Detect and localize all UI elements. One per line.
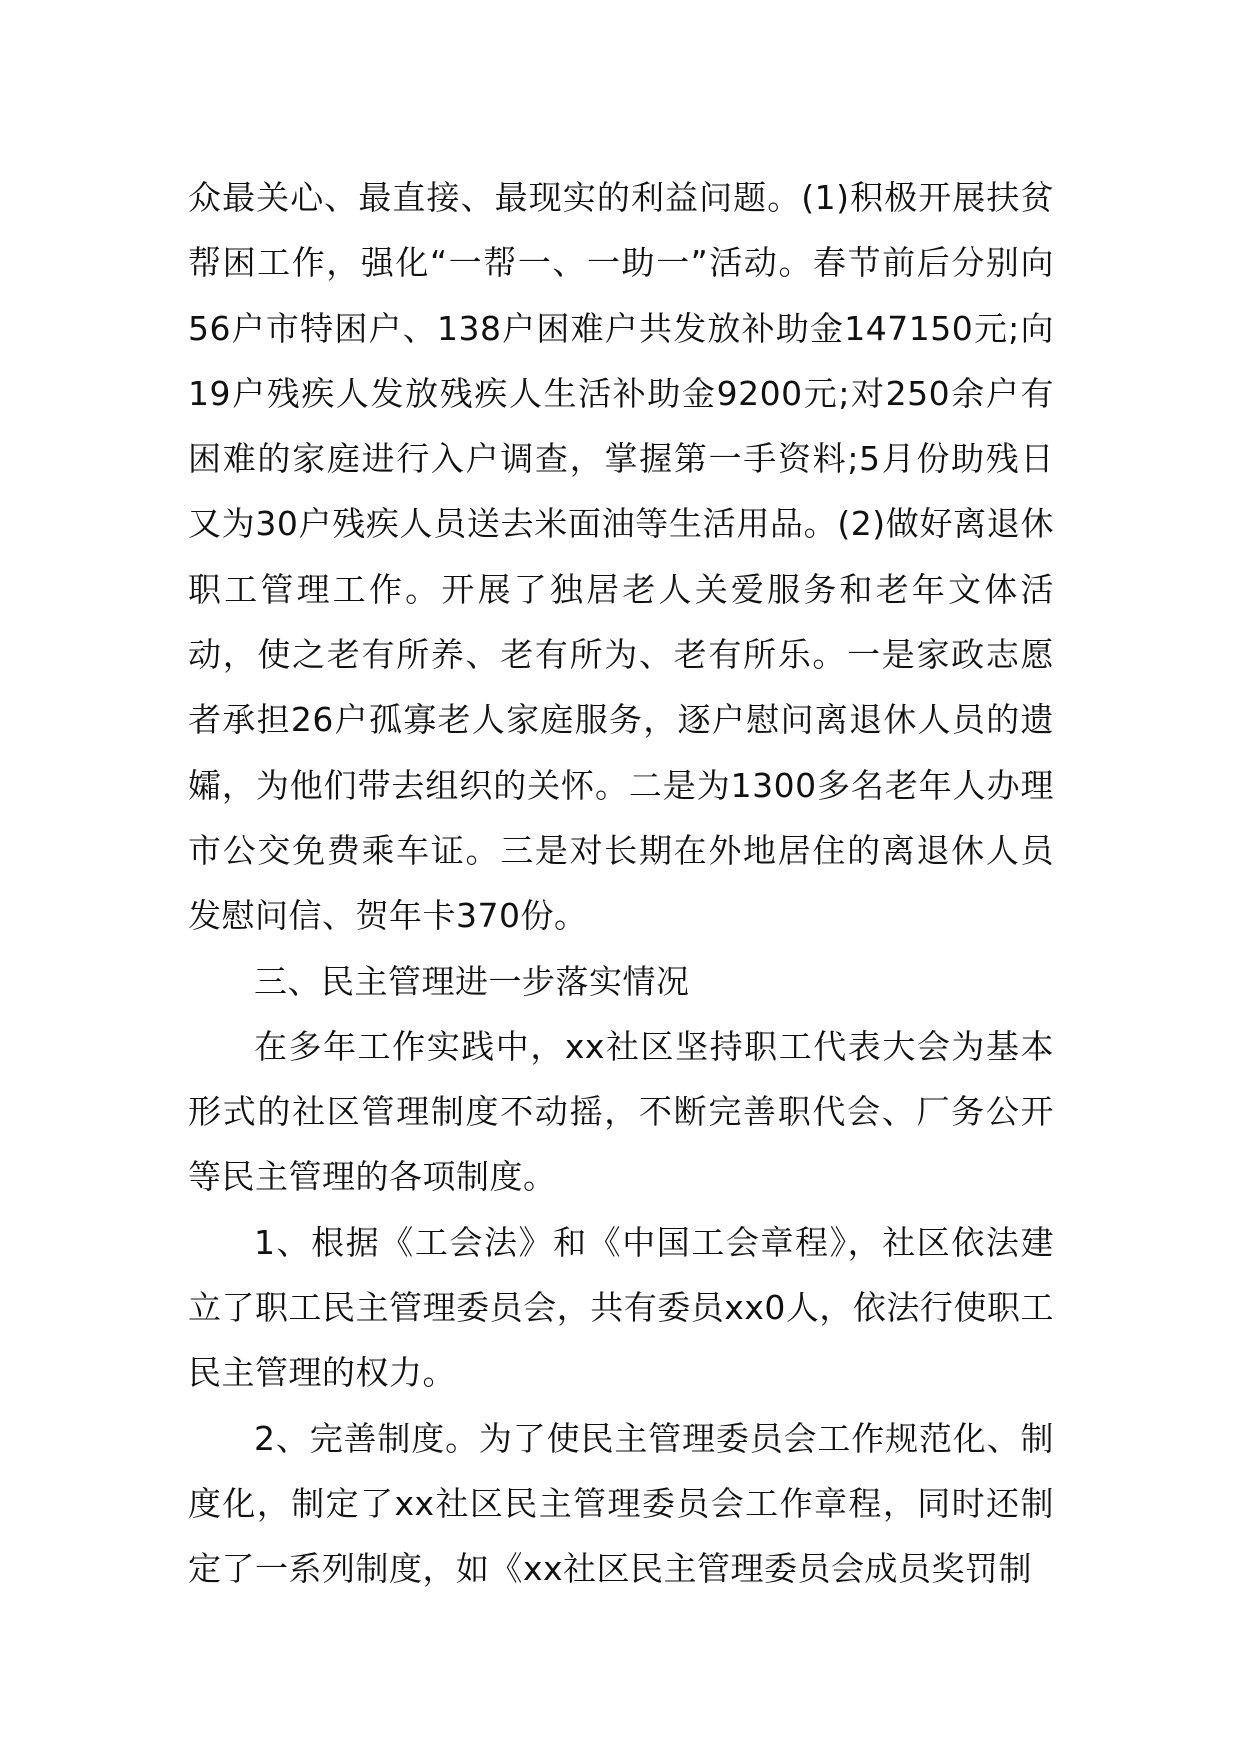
paragraph-item-1-committee-establishment: 1、根据《工会法》和《中国工会章程》，社区依法建立了职工民主管理委员会，共有委员xx0人，依法行使职工民主管理的权力。 xyxy=(188,1222,1054,1393)
paragraph-poverty-relief-and-retiree-care: 众最关心、最直接、最现实的利益问题。(1)积极开展扶贫帮困工作，强化“一帮一、一助一”活动。春节前后分别向56户市特困户、138户困难户共发放补助金147150元;向19户残疾人发放残疾人生活补助金9200元;对250余户有困难的家庭进行入户调查，掌握第一手资料;5月份助残日又为30户残疾人员送去米面油等生活用品。(2)做好离退休职工管理工作。开展了独居老人关爱服务和老年文体活动，使之老有所养、老有所为、老有所乐。一是家政志愿者承担26户孤寡老人家庭服务，逐户慰问离退休人员的遗孀，为他们带去组织的关怀。二是为1300多名老年人办理市公交免费乘车证。三是对长期在外地居住的离退休人员发慰问信、贺年卡370份。 xyxy=(188,178,1054,936)
section-heading-democratic-management: 三、民主管理进一步落实情况 xyxy=(254,961,690,1001)
paragraph-democratic-management-overview: 在多年工作实践中，xx社区坚持职工代表大会为基本形式的社区管理制度不动摇，不断完善职代会、厂务公开等民主管理的各项制度。 xyxy=(188,1026,1054,1197)
document-body xyxy=(188,165,1054,1602)
paragraph-item-2-improve-system: 2、完善制度。为了使民主管理委员会工作规范化、制度化，制定了xx社区民主管理委员会工作章程，同时还制定了一系列制度，如《xx社区民主管理委员会成员奖罚制 xyxy=(188,1418,1054,1589)
